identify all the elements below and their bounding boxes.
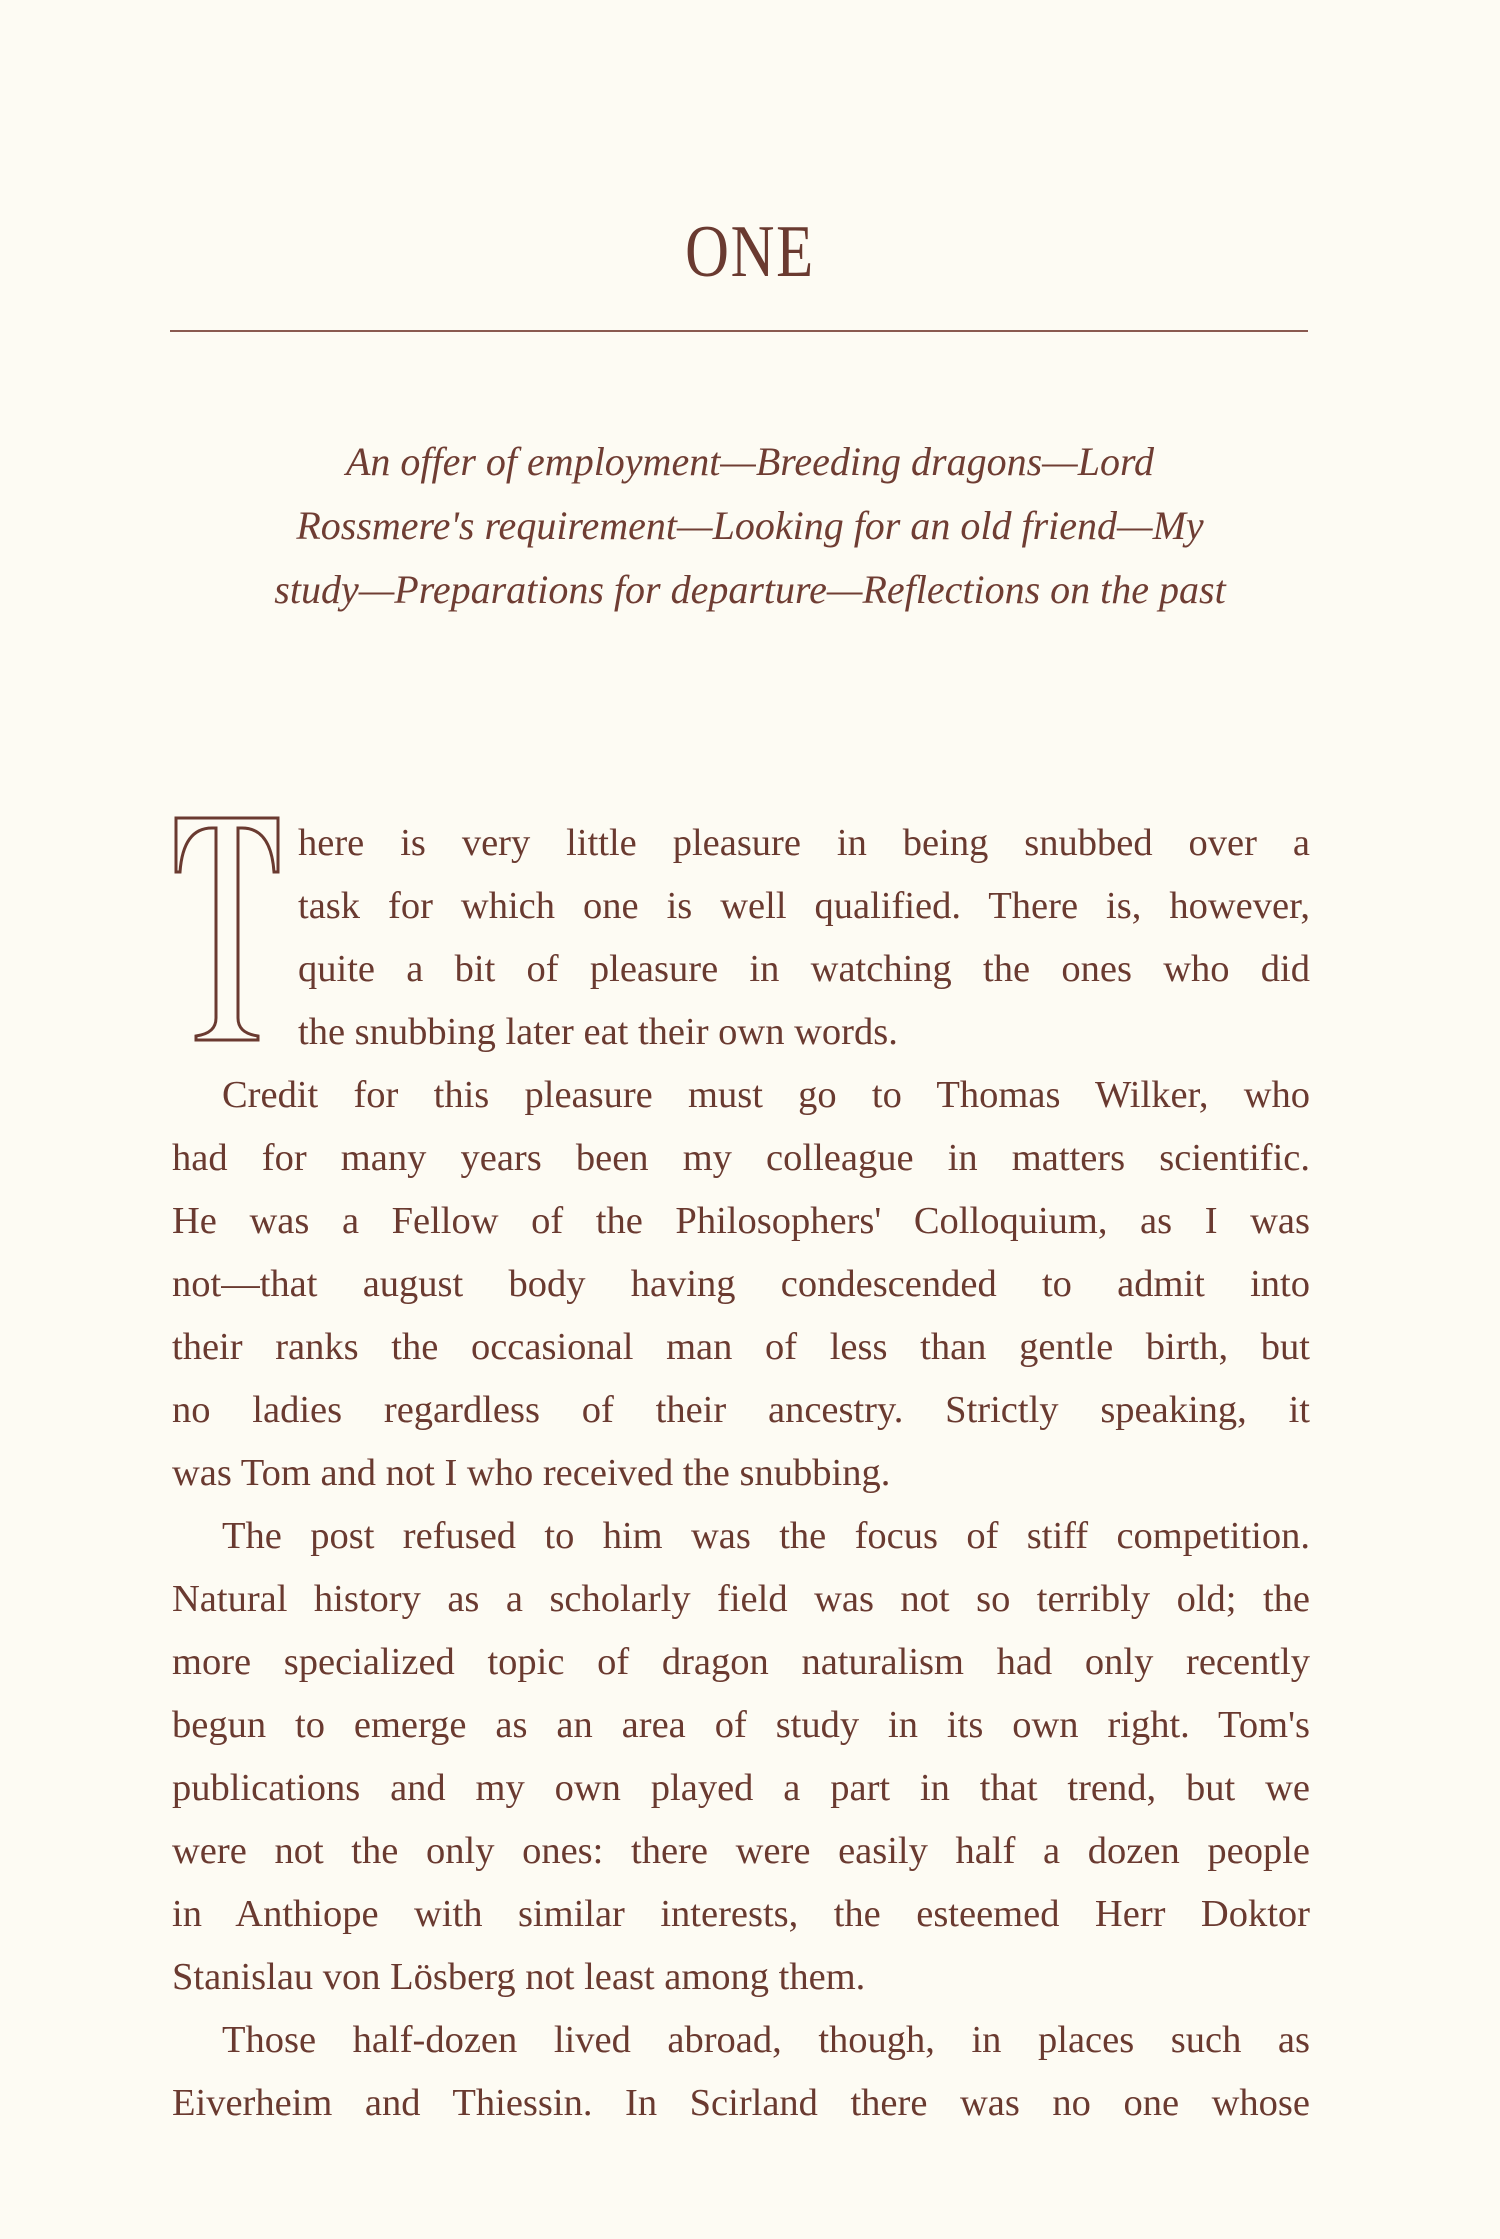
text-line: Those half-dozen lived abroad, though, in places such as	[222, 2019, 1310, 2061]
text-line: task for which one is well qualified. There is, however,	[298, 885, 1310, 927]
text-line: Eiverheim and Thiessin. In Scirland there was no one whose	[172, 2082, 1310, 2124]
summary-line: Rossmere's requirement—Looking for an old friend—My	[296, 503, 1204, 548]
text-line: Stanislau von Lösberg not least among them.	[172, 1956, 866, 1998]
text-line: more specialized topic of dragon naturalism had only recently	[172, 1641, 1310, 1683]
text-line: He was a Fellow of the Philosophers' Colloquium, as I was	[172, 1200, 1310, 1242]
text-line: in Anthiope with similar interests, the esteemed Herr Doktor	[172, 1893, 1310, 1935]
text-line: Credit for this pleasure must go to Thomas Wilker, who	[222, 1074, 1310, 1116]
text-line: were not the only ones: there were easily half a dozen people	[172, 1830, 1310, 1872]
text-line: the snubbing later eat their own words.	[298, 1011, 898, 1053]
summary-line: An offer of employment—Breeding dragons—Lord	[345, 439, 1155, 484]
drop-cap-letter: T	[226, 944, 228, 945]
text-line: no ladies regardless of their ancestry. Strictly speaking, it	[172, 1389, 1310, 1431]
text-line: Natural history as a scholarly field was not so terribly old; the	[172, 1578, 1310, 1620]
text-line: here is very little pleasure in being snubbed over a	[298, 822, 1310, 864]
body-text	[172, 812, 1310, 2135]
text-line: not—that august body having condescended to admit into	[172, 1263, 1310, 1305]
paragraph-4	[172, 2009, 1310, 2135]
text-line: The post refused to him was the focus of stiff competition.	[222, 1515, 1310, 1557]
paragraph-3	[172, 1505, 1310, 2009]
chapter-summary	[200, 430, 1300, 622]
summary-line: study—Preparations for departure—Reflections on the past	[274, 567, 1226, 612]
drop-cap	[172, 814, 282, 1044]
text-line: publications and my own played a part in that trend, but we	[172, 1767, 1310, 1809]
text-line: had for many years been my colleague in matters scientific.	[172, 1137, 1310, 1179]
drop-cap-glyph	[172, 814, 282, 1044]
title-rule	[170, 330, 1308, 332]
paragraph-1	[172, 812, 1310, 1064]
paragraph-2	[172, 1064, 1310, 1505]
text-line: begun to emerge as an area of study in its own right. Tom's	[172, 1704, 1310, 1746]
text-line: quite a bit of pleasure in watching the ones who did	[298, 948, 1310, 990]
text-line: was Tom and not I who received the snubbing.	[172, 1452, 891, 1494]
chapter-title: ONE	[685, 211, 815, 293]
text-line: their ranks the occasional man of less than gentle birth, but	[172, 1326, 1310, 1368]
